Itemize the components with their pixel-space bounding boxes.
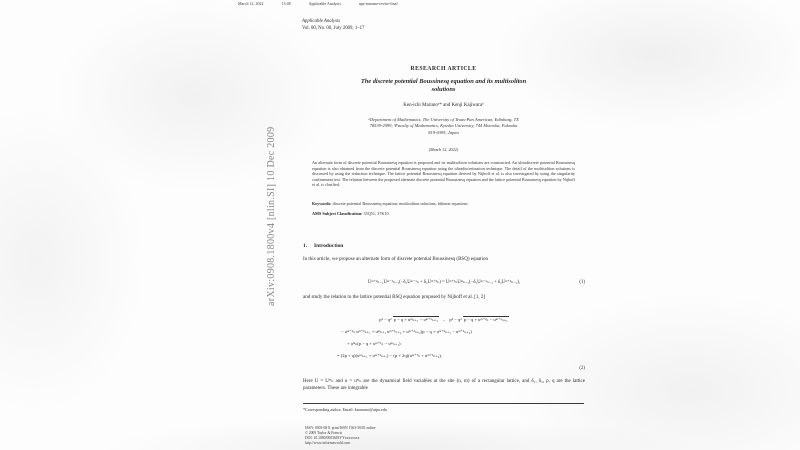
latex-running-head — [238, 1, 416, 6]
equation-2-number: (2) — [579, 366, 585, 371]
ams-codes: 35Q51; 37K10 — [363, 211, 389, 216]
section-title: Introduction — [314, 243, 344, 249]
equation-1-number: (1) — [579, 280, 585, 285]
fraction-2 — [449, 317, 508, 323]
equation-1 — [303, 280, 585, 285]
equation-2-line4: = (2p + q)(uᵐₙ₊₁ + uᵐ⁺²ₙ₊₁) − (p + 2q)(uᵐ⁺¹ₙ + uᵐ⁺¹ₙ₊₂), — [337, 353, 442, 359]
fraction-2-denominator: p − q + uᵐ⁺²ₙ − uᵐ⁺¹ₙ₊₁ — [463, 317, 508, 322]
compile-time: 13:48 — [281, 1, 291, 6]
keywords-text: discrete potential Boussinesq equation; multisoliton solutions; bilinear equations — [332, 201, 468, 206]
keywords-label: Keywords: — [312, 201, 332, 206]
ams-label: AMS Subject Classification: — [312, 211, 363, 216]
paper-title-line2: solutions — [431, 86, 456, 94]
footnote-rule — [303, 403, 584, 404]
tex-filename: apa-maruno-revise-final — [358, 1, 398, 6]
equation-2-line3: + uᵐₙ(p − q + uᵐ⁺¹ₙ − uᵐₙ₊₁) — [347, 341, 401, 347]
fraction-1-numerator: p³ − q³ — [379, 317, 392, 322]
paper-title — [302, 78, 585, 95]
intro-paragraph-3: Here U = Uᵐₙ and u = uᵐₙ are the dynamical field variables at the site (n, m) of a rectangular lattice, and δ₁, δ₂, p, q are the lattice parameters. These are integrable — [303, 379, 585, 391]
fraction-1-denominator: p − q + uᵐₙ₊₁ − uᵐ⁺¹ₙ₊₂ — [393, 317, 438, 322]
doi-line: DOI: 10.1080/0003681YYxxxxxxxx — [305, 435, 360, 440]
compile-date: March 12, 2022 — [238, 1, 264, 6]
publisher-url-link[interactable]: http://www.informaworld.com — [305, 440, 351, 445]
author-email-link[interactable]: kmaruno@utpa.edu — [354, 407, 387, 412]
copyright-line: © 2009 Taylor & Francis — [305, 430, 343, 435]
author-line: Ken-ichi Marunoᵃ* and Kenji Kajiwaraᵇ — [403, 103, 484, 108]
section-number: 1. — [303, 243, 308, 249]
intro-paragraph-1: In this article, we propose an alternate form of discrete potential Boussinesq (BSQ) equation — [303, 257, 488, 262]
affiliation-line: ᵃDepartment of Mathematics, The University of Texas-Pan American, Edinburg, TX — [368, 117, 519, 122]
abstract-paragraph: An alternate form of discrete potential Boussinesq equation is proposed and its multisoliton solutions are constructed. An ultradiscrete potential Boussinesq equation is also obtained from the discrete potential Boussinesq equation using the ultradiscretization technique. The detail of the multisoliton solutions is discussed by using the reduction technique. The lattice potential Boussinesq equation derived by Nijhoff et al. is also investigated by using the singularity confinement test. The relation between the proposed alternate discrete potential Boussinesq equation and the lattice potential Boussinesq equation by Nijhoff et al. is clarified. — [312, 160, 575, 188]
article-type-heading: RESEARCH ARTICLE — [410, 66, 477, 72]
journal-header — [302, 19, 364, 33]
footnote-text: *Corresponding author. Email: — [303, 407, 355, 412]
affiliation-line: 78539-2999; ᵇFaculty of Mathematics, Kyushu University, 744 Motooka, Fukuoka — [369, 123, 518, 129]
equation-2-line2: − uᵐ⁺¹ₙ uᵐ⁺²ₙ₊₁ + uᵐₙ₊₁ uᵐ⁺¹ₙ₊₂ + uᵐ⁺²ₙ₊₂(p − q + uᵐ⁺²ₙ₊₁ − uᵐ⁺¹ₙ₊₂) — [341, 329, 472, 335]
ams-classification-line — [312, 211, 575, 216]
journal-issue: Vol. 00, No. 00, July 2009, 1–17 — [302, 25, 365, 31]
paper-title-line1: The discrete potential Boussinesq equation and its multisoliton — [360, 78, 527, 85]
journal-name: Applicable Analysis — [302, 19, 341, 24]
affiliation-block — [302, 117, 585, 136]
intro-paragraph-2: and study the relation to the lattice potential BSQ equation proposed by Nijhoff et al. [1, 2] — [303, 295, 486, 300]
equation-1-expression: Uᵐ⁺²ₙ₋₁Uᵐ⁻¹ₙ₋₁(−δ₁Uᵐ⁻¹ₙ + δ₂Uᵐ⁺²ₙ) = Uᵐ⁺¹ₙUᵐₙ₋₁(−δ₁Uᵐ⁻¹ₙ₋₁ + δ₂Uᵐ⁺²ₙ₋₁), — [367, 280, 521, 285]
journal-template-name: Applicable Analysis — [308, 1, 341, 6]
publisher-imprint-block — [305, 426, 376, 446]
section-1-heading — [303, 243, 343, 249]
corresponding-author-footnote — [303, 407, 387, 412]
equation-2 — [303, 317, 585, 371]
fraction-1 — [379, 317, 439, 323]
keywords-line — [312, 201, 575, 206]
minus-operator: − — [442, 317, 446, 323]
equation-2-fraction-line — [303, 317, 585, 323]
arxiv-stamp: arXiv:0908.1800v4 [nlin.SI] 10 Dec 2009 — [266, 126, 277, 306]
fraction-2-numerator: p³ − q³ — [449, 317, 462, 322]
affiliation-line: 819-0395, Japan — [428, 129, 459, 135]
received-date: (March 12, 2022) — [428, 147, 459, 152]
issn-line: ISSN: 0003-6811 print/ISSN 1563-504X online — [305, 426, 376, 430]
